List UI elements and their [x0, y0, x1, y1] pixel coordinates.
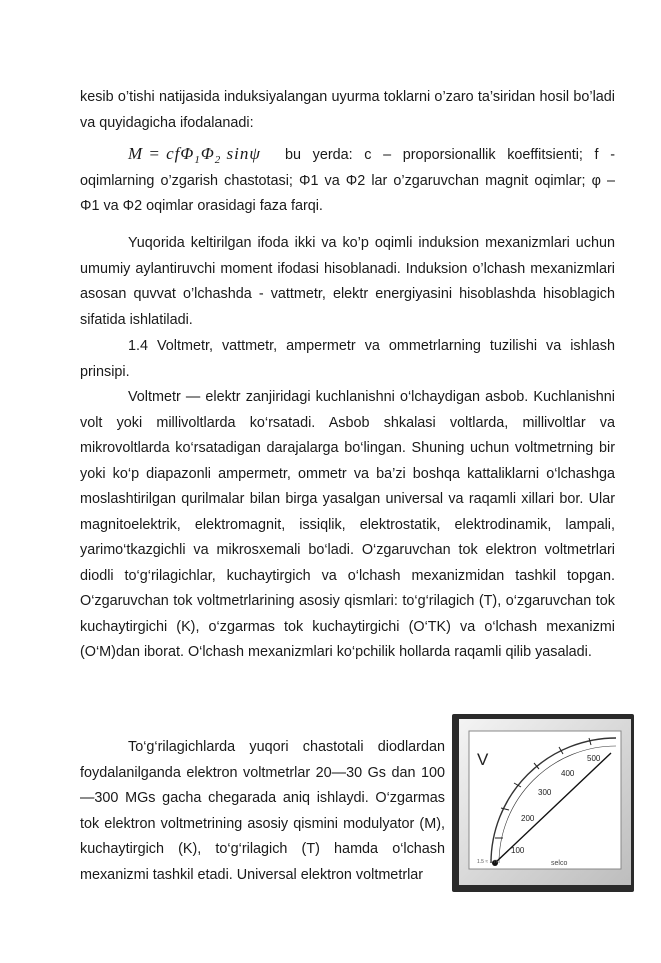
paragraph-induction: Yuqorida keltirilgan ifoda ikki va ko’p oqimli induksion mexanizmlari uchun umumiy aylantiruvchi moment ifodasi hisoblanadi. Induksion o’lchash mexanizmlari asosan quvvat o’lchashda - vattmetr, elektr energiyasini hisoblashda hisoblagich sifatida ishlatiladi.: [80, 235, 615, 328]
section-heading: 1.4 Voltmetr, vattmetr, ampermetr va ommetrlarning tuzilishi va ishlash prinsipi.: [80, 338, 615, 380]
meter-tick-100: 100: [511, 846, 525, 855]
meter-class-mark: 1.5 ≈ 1 ⊓: [477, 859, 498, 865]
paragraph-intro: kesib o’tishi natijasida induksiyalangan uyurma toklarni o’zaro ta’siridan hosil bo’ladi va quyidagicha ifodalanadi:: [80, 89, 615, 131]
voltmeter-image: [451, 713, 635, 893]
torque-formula: $M = cf\Phi_1\Phi_2$ sinψ: [128, 144, 261, 166]
meter-tick-300: 300: [538, 788, 552, 797]
paragraph-voltmeter: Voltmetr — elektr zanjiridagi kuchlanishni o‘lchaydigan asbob. Kuchlanishni volt yoki millivoltlarda ko‘rsatadi. Asbob shkalasi voltlarda, millivoltlar va mikrovoltlarda ko‘rsatadigan darajalarga bo‘lingan. Shuning uchun voltmetrning bir yoki ko‘p diapazonli ampermetr, ommetr va ba’zi boshqa kattaliklarni o‘lchashga moslashtirilgan qurilmalar bilan birga yasalgan universal va raqamli xillari bor. Ular magnitoelektrik, elektromagnit, issiqlik, elektrostatik, elektrodinamik, lampali, yarimo‘tkazgichli va mikrosxemali bo‘ladi. O‘zgaruvchan tok elektron voltmetrlari diodli to‘g‘rilagichlar, kuchaytirgich va o‘lchash mexanizmidan tashkil topgan. O‘zgaruvchan tok voltmetrlarining asosiy qismlari: to‘g‘rilagich (T), o‘zgaruvchan tok kuchaytirgichi (K), o‘zgarmas tok kuchaytirgichi (O‘TK) va o‘lchash mexanizmi (O‘M)dan iborat. O‘lchash mexanizmlari ko‘pchilik hollarda raqamli qilib yasaladi.: [80, 389, 615, 660]
paragraph-rectifier: To‘g‘rilagichlarda yuqori chastotali diodlardan foydalanilganda elektron voltmetrlar 20—30 Gs dan 100—300 MGs gacha chegarada aniq ishlaydi. O‘zgarmas tok elektron voltmetrining asosiy qismini modulyator (M), kuchaytirgich (K), to‘g‘rilagich (T) hamda o‘lchash mexanizmi tashkil etadi. Universal elektron voltmetrlar: [80, 739, 445, 883]
meter-brand: selco: [551, 860, 568, 867]
meter-tick-500: 500: [587, 754, 601, 763]
formula-block: [80, 143, 615, 220]
formula-description: bu yerda: c – proporsionallik koeffitsienti; f - oqimlarning o’zgarish chastotasi; Φ1 va Φ2 lar o’zgaruvchan magnit oqimlar; φ – Φ1 va Φ2 oqimlar orasidagi faza farqi.: [80, 147, 615, 214]
meter-unit-label: V: [477, 750, 489, 769]
meter-tick-400: 400: [561, 769, 575, 778]
meter-tick-200: 200: [521, 814, 535, 823]
